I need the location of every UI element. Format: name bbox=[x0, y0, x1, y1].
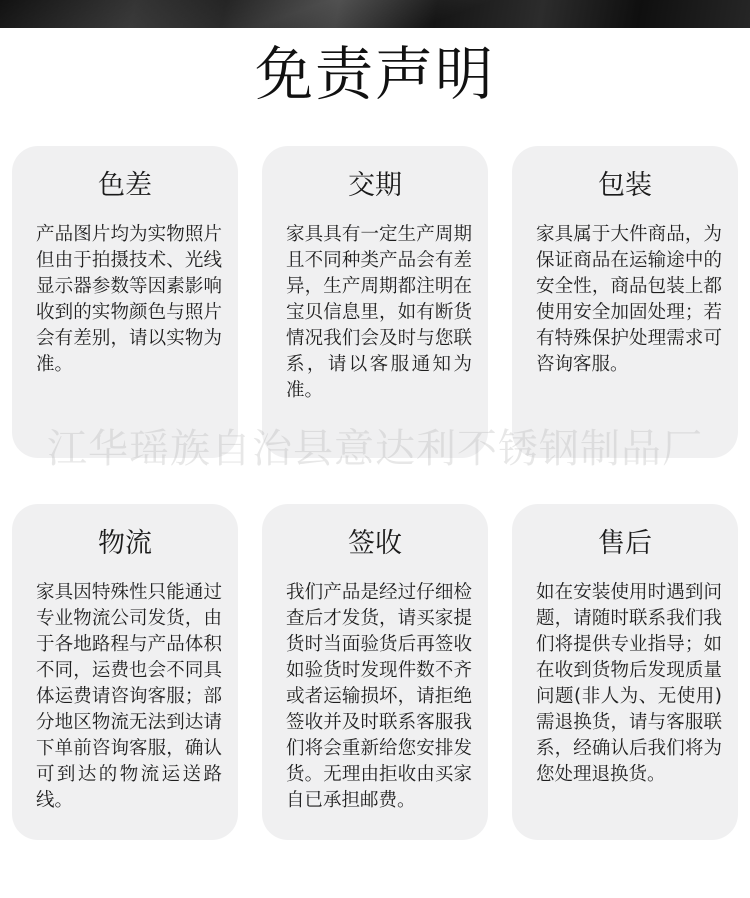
card-title: 交期 bbox=[348, 170, 402, 201]
card-color-difference bbox=[12, 146, 238, 458]
card-title: 售后 bbox=[598, 528, 652, 559]
card-body: 家具属于大件商品，为保证商品在运输途中的安全性，商品包装上都使用安全加固处理；若有特殊保护处理需求可咨询客服。 bbox=[536, 224, 722, 375]
header-banner-image bbox=[0, 0, 750, 28]
card-body: 如在安装使用时遇到问题，请随时联系我们我们将提供专业指导；如在收到货物后发现质量问题(非人为、无使用)需退换货，请与客服联系，经确认后我们将为您处理退换货。 bbox=[536, 582, 722, 785]
card-title: 签收 bbox=[348, 528, 402, 559]
card-body: 家具因特殊性只能通过专业物流公司发货，由于各地路程与产品体积不同，运费也会不同具体运费请咨询客服；部分地区物流无法到达请下单前咨询客服，确认可到达的物流运送路线。 bbox=[36, 582, 222, 811]
card-logistics bbox=[12, 504, 238, 840]
card-title: 色差 bbox=[98, 170, 152, 201]
card-after-sales bbox=[512, 504, 738, 840]
card-body: 我们产品是经过仔细检查后才发货，请买家提货时当面验货后再签收如验货时发现件数不齐或者运输损坏，请拒绝签收并及时联系客服我们将会重新给您安排发货。无理由拒收由买家自已承担邮费。 bbox=[286, 582, 472, 811]
card-title: 包装 bbox=[598, 170, 652, 201]
page-title: 免责声明 bbox=[254, 40, 495, 108]
card-delivery-time bbox=[262, 146, 488, 458]
card-packaging bbox=[512, 146, 738, 458]
card-body: 产品图片均为实物照片但由于拍摄技术、光线显示器参数等因素影响收到的实物颜色与照片会有差别，请以实物为准。 bbox=[36, 224, 222, 375]
card-title: 物流 bbox=[98, 528, 152, 559]
watermark: 江华瑶族自治县意达利不锈钢制品厂 bbox=[47, 426, 703, 472]
card-body: 家具具有一定生产周期且不同种类产品会有差异，生产周期都注明在宝贝信息里，如有断货情况我们会及时与您联系，请以客服通知为准。 bbox=[286, 224, 472, 401]
card-signing bbox=[262, 504, 488, 840]
